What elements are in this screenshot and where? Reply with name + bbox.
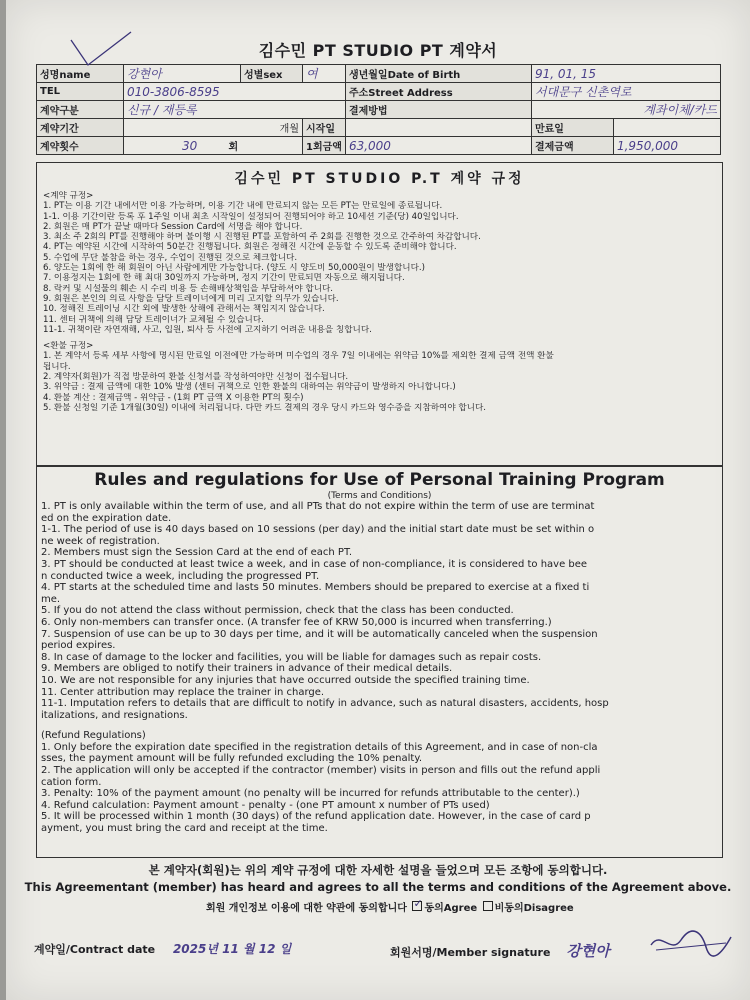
- en-line: (Refund Regulations): [41, 730, 146, 742]
- kr-line: 4. PT는 예약된 시간에 시작하여 50분간 진행됩니다. 회원은 정해진 시간에 운동할 수 있도록 준비해야 합니다.: [43, 242, 457, 253]
- count-value: 30: [182, 139, 198, 153]
- en-line: 1. Only before the expiration date specified in the registration details of this Agreement, and in case of non-cla: [41, 741, 598, 753]
- address-value: 서대문구 신촌역로: [531, 83, 720, 101]
- en-line: n conducted twice a week, including the progressed PT.: [41, 570, 320, 582]
- korean-rules-title: 김수민 PT STUDIO P.T 계약 규정: [234, 171, 525, 187]
- en-line: ayment, you must bring the card and receipt at the time.: [41, 823, 328, 835]
- en-line: 4. Refund calculation: Payment amount - penalty - (one PT amount x number of PTs used): [41, 799, 490, 811]
- tel-label: TEL: [37, 83, 124, 101]
- kr-line: 2. 계약자(회원)가 직접 방문하여 환불 신청서를 작성하여야만 신청이 접수됩니다.: [43, 372, 349, 383]
- total-value: 1,950,000: [613, 137, 720, 155]
- start-value: [345, 119, 531, 137]
- en-line: 11-1. Imputation refers to details that are difficult to notify in advance, such as natural disasters, accidents, hosp: [41, 698, 609, 710]
- english-rules-list: [37, 501, 722, 835]
- signature-label: 회원서명/Member signature: [390, 946, 551, 959]
- signature-value: 강현아: [566, 942, 610, 960]
- en-line: 1-1. The period of use is 40 days based on 10 sessions (per day) and the initial start date must be set within o: [41, 524, 595, 536]
- signature-scribble-icon: [646, 925, 736, 960]
- kr-line: 7. 이용정지는 1회에 한 해 최대 30일까지 가능하며, 정지 기간이 만료되면 자동으로 해지됩니다.: [43, 273, 405, 284]
- kr-line: 됩니다.: [43, 361, 71, 372]
- en-line: 9. Members are obliged to notify their trainers in advance of their medical details.: [41, 663, 453, 675]
- kr-line: 3. 위약금 : 결제 금액에 대한 10% 발생 (센터 귀책으로 인한 환불의 대하여는 위약금이 발생하지 아니합니다.): [43, 382, 456, 393]
- kr-line: 11. 센터 귀책에 의해 담당 트레이너가 교체될 수 있습니다.: [43, 314, 264, 325]
- end-label: 만료일: [531, 119, 613, 137]
- check-mark-icon: ✓: [413, 897, 423, 910]
- agree-label: 동의Agree: [424, 903, 478, 914]
- kr-line: 4. 환불 계산 : 결제금액 - 위약금 - (1회 PT 금액 X 이용한 PT의 횟수): [43, 392, 304, 403]
- en-line: 11. Center attribution may replace the trainer in charge.: [41, 686, 325, 698]
- en-line: 4. PT starts at the scheduled time and lasts 50 minutes. Members should be prepared to exercise at a fixed ti: [41, 582, 590, 594]
- privacy-consent: [206, 899, 726, 914]
- en-line: 6. Only non-members can transfer once. (A transfer fee of KRW 50,000 is incurred when transferring.): [41, 616, 552, 628]
- en-spacer: [37, 721, 722, 730]
- agreement-english: This Agreementant (member) has heard and agrees to all the terms and conditions of the Agreement above.: [24, 880, 732, 894]
- kr-line: <계약 규정>: [43, 191, 94, 201]
- gender-label: 성별sex: [241, 65, 303, 83]
- kr-line: 8. 락커 및 시설물의 훼손 시 수리 비용 등 손해배상책임을 부담하셔야 합니다.: [43, 283, 334, 294]
- dob-label: 생년월일Date of Birth: [345, 65, 531, 83]
- en-line: 5. It will be processed within 1 month (30 days) of the refund application date. However, in the case of card p: [41, 811, 591, 823]
- en-line: ed on the expiration date.: [41, 512, 172, 524]
- en-line: sses, the payment amount will be fully refunded excluding the 10% penalty.: [41, 753, 423, 765]
- english-rules-subtitle: (Terms and Conditions): [327, 491, 432, 501]
- en-line: 1. PT is only available within the term of use, and all PTs that do not expire within the term of use are terminat: [41, 501, 595, 512]
- contract-type-value: 신규 / 재등록: [124, 101, 346, 119]
- name-value: 강현아: [124, 65, 241, 83]
- gender-value: 여: [303, 65, 346, 83]
- pen-mark-icon: [66, 30, 136, 70]
- address-label: 주소Street Address: [345, 83, 531, 101]
- en-line: 7. Suspension of use can be up to 30 days per time, and it will be automatically canceled when the suspension: [41, 628, 598, 640]
- contract-date: [34, 940, 291, 957]
- end-value: [613, 119, 720, 137]
- kr-line: 5. 수업에 무단 불참을 하는 경우, 수업이 진행된 것으로 체크합니다.: [43, 252, 298, 263]
- en-line: 8. In case of damage to the locker and facilities, you will be liable for damages such as repair costs.: [41, 651, 542, 663]
- payment-method-value: 계좌이체/카드: [531, 101, 720, 119]
- contract-type-label: 계약구분: [37, 101, 124, 119]
- contract-date-label: 계약일/Contract date: [34, 943, 156, 956]
- total-label: 결제금액: [531, 137, 613, 155]
- payment-method-label: 결제방법: [345, 101, 531, 119]
- korean-rules-box: [36, 162, 723, 466]
- en-line: 2. Members must sign the Session Card at the end of each PT.: [41, 547, 353, 559]
- kr-line: 1-1. 이용 기간이란 등록 후 1주일 이내 최초 시작일이 설정되어 진행되어야 하고 10세션 기준(당) 40일입니다.: [43, 211, 459, 222]
- en-line: 10. We are not responsible for any injuries that have occurred outside the specified training time.: [41, 674, 530, 686]
- agree-checkbox[interactable]: [412, 897, 423, 911]
- kr-line: 2. 회원은 매 PT가 끝날 때마다 Session Card에 서명을 해야 합니다.: [43, 221, 303, 232]
- privacy-consent-text: 회원 개인정보 이용에 대한 약관에 동의합니다: [206, 903, 407, 914]
- kr-line: 5. 환불 신청일 기준 1개월(30일) 이내에 처리됩니다. 다만 카드 결제의 경우 당시 카드와 영수증을 지참하여야 합니다.: [43, 402, 487, 413]
- korean-rules-list: [37, 191, 722, 413]
- tel-value: 010-3806-8595: [124, 83, 346, 101]
- count-label: 계약횟수: [37, 137, 124, 155]
- period-unit: 개월: [124, 119, 303, 137]
- contract-date-value: 2025년 11 월 12 일: [172, 942, 292, 956]
- en-line: 2. The application will only be accepted if the contractor (member) visits in person and fills out the refund appli: [41, 765, 601, 777]
- kr-line: 1. 본 계약서 등록 세부 사항에 명시된 만료일 이전에만 가능하며 미수업의 경우 7일 이내에는 위약금 10%를 제외한 결제 금액 전액 환불: [43, 351, 554, 362]
- kr-line: 9. 회원은 본인의 의료 사항을 담당 트레이너에게 미리 고지할 의무가 있습니다.: [43, 293, 339, 304]
- start-label: 시작일: [303, 119, 346, 137]
- count-unit: 회: [228, 142, 239, 153]
- member-info-table: [36, 64, 721, 155]
- member-signature: [390, 940, 610, 961]
- english-rules-box: [36, 466, 723, 858]
- name-label: 성명name: [37, 65, 124, 83]
- agreement-korean: 본 계약자(회원)는 위의 계약 규정에 대한 자세한 설명을 들었으며 모든 조항에 동의합니다.: [148, 863, 608, 877]
- disagree-label: 비동의Disagree: [494, 903, 574, 914]
- kr-line: 10. 정해진 트레이닝 시간 외에 발생한 상해에 관해서는 책임지지 않습니다.: [43, 304, 325, 315]
- en-line: italizations, and resignations.: [41, 709, 188, 721]
- dob-value: 91, 01, 15: [531, 65, 720, 83]
- kr-line: 3. 최소 주 2회의 PT를 진행해야 하며 불이행 시 진행된 PT를 포함하여 주 2회를 진행한 것으로 간주하여 차감합니다.: [43, 232, 481, 243]
- en-line: 3. Penalty: 10% of the payment amount (no penalty will be incurred for refunds attributable to the center).): [41, 788, 580, 800]
- period-label: 계약기간: [37, 119, 124, 137]
- disagree-checkbox[interactable]: [483, 901, 493, 911]
- en-line: 3. PT should be conducted at least twice a week, and in case of non-compliance, it is considered to have bee: [41, 558, 588, 570]
- en-line: 5. If you do not attend the class without permission, check that the class has been conducted.: [41, 605, 514, 617]
- kr-line: 11-1. 귀책이란 자연재해, 사고, 입원, 퇴사 등 사전에 고지하기 어려운 내용을 칭합니다.: [43, 324, 372, 335]
- unit-price-label: 1회금액: [303, 137, 346, 155]
- kr-line: 6. 양도는 1회에 한 해 회원이 아닌 사람에게만 가능합니다. (양도 시 양도비 50,000원이 발생합니다.): [43, 263, 425, 274]
- en-line: me.: [41, 593, 61, 605]
- count-cell: [124, 137, 303, 155]
- kr-line: 1. PT는 이용 기간 내에서만 이용 가능하며, 이용 기간 내에 만료되지 않는 모든 PT는 만료일에 종료됩니다.: [43, 201, 443, 212]
- contract-title: 김수민 PT STUDIO PT 계약서: [258, 41, 498, 60]
- english-rules-title: Rules and regulations for Use of Personal Training Program: [94, 470, 665, 490]
- en-line: ne week of registration.: [41, 535, 160, 547]
- kr-line: <환불 규정>: [43, 341, 94, 352]
- contract-sheet: [6, 0, 750, 1000]
- unit-price-value: 63,000: [345, 137, 531, 155]
- en-line: period expires.: [41, 640, 116, 652]
- en-line: cation form.: [41, 776, 102, 788]
